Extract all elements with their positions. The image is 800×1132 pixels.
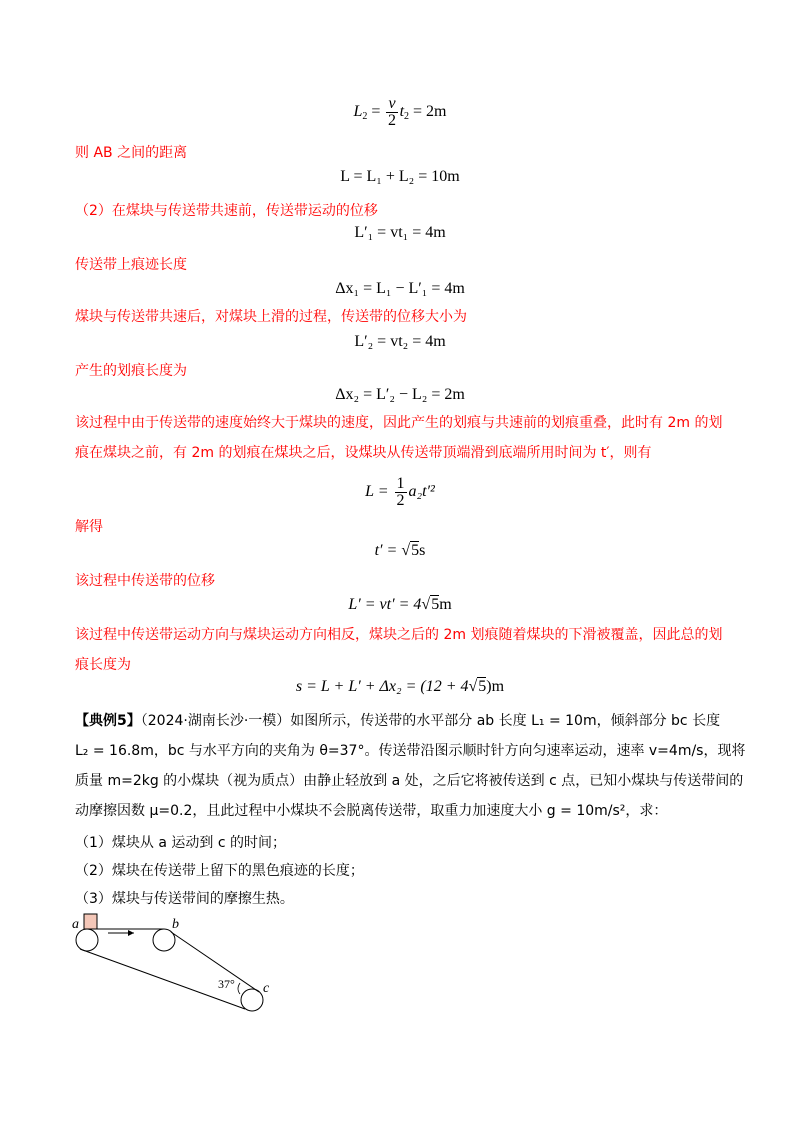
label-c: c (263, 981, 270, 996)
question-1: （1）煤块从 a 运动到 c 的时间； (75, 835, 286, 851)
label-a: a (72, 917, 79, 932)
coal-block (84, 914, 97, 929)
equation-l2-prime: L′₂ = vt₂ = 4m (354, 333, 446, 350)
equation-t-prime: t′ = √5s (374, 542, 426, 559)
conveyor-belt-figure (70, 908, 280, 1018)
problem-line-3: 质量 m=2kg 的小煤块（视为质点）由静止轻放到 a 处，之后它将被传送到 c 点，已知小煤块与传送带间的 (75, 773, 744, 789)
text-ab-distance: 则 AB 之间的距离 (75, 145, 188, 161)
equation-dx1: Δx₁ = L₁ − L′₁ = 4m (335, 280, 465, 297)
problem-line-2: L₂ = 16.8m，bc 与水平方向的夹角为 θ=37°。传送带沿图示顺时针方向匀速率运动，速率 v=4m/s，现将 (75, 743, 746, 759)
text-after-common-speed: 煤块与传送带共速后，对煤块上滑的过程，传送带的位移大小为 (75, 309, 467, 325)
text-overlap-explanation: 该过程中由于传送带的速度始终大于煤块的速度，因此产生的划痕与共速前的划痕重叠，此时有 2m 的划痕在煤块之前，有 2m 的划痕在煤块之后，设煤块从传送带顶端滑到底端所用时间为 t′，则有 (75, 415, 723, 461)
equation-l-accel: L = $\frac{1}{2}$ a₂t′² (365, 475, 435, 509)
equation-dx2: Δx₂ = L′₂ − L₂ = 2m (335, 386, 465, 403)
roller-c (241, 989, 263, 1011)
angle-label: 37° (218, 977, 235, 991)
text-trace-length: 传送带上痕迹长度 (75, 257, 187, 273)
question-3: （3）煤块与传送带间的摩擦生热。 (75, 891, 294, 907)
roller-a (76, 929, 98, 951)
text-belt-displacement: 该过程中传送带的位移 (75, 573, 215, 589)
problem-line-1: 【典例5】（2024·湖南长沙·一模）如图所示，传送带的水平部分 ab 长度 L₁ = 10m，倾斜部分 bc 长度 (75, 713, 721, 729)
question-2: （2）煤块在传送带上留下的黑色痕迹的长度； (75, 863, 364, 879)
text-solve: 解得 (75, 519, 103, 535)
equation-l-total: L = L₁ + L₂ = 10m (340, 168, 460, 185)
text-scratch-length: 产生的划痕长度为 (75, 363, 187, 379)
equation-l1-prime: L′₁ = vt₁ = 4m (354, 224, 446, 241)
label-b: b (172, 917, 179, 932)
problem-line-4: 动摩擦因数 μ=0.2，且此过程中小煤块不会脱离传送带，取重力加速度大小 g = 10m/s²，求： (75, 803, 668, 819)
text-total-scratch: 该过程中传送带运动方向与煤块运动方向相反，煤块之后的 2m 划痕随着煤块的下滑被覆盖，因此总的划痕长度为 (75, 627, 723, 673)
text-part2: （2）在煤块与传送带共速前，传送带运动的位移 (75, 203, 378, 219)
equation-s-total: s = L + L′ + Δx₂ = (12 + 4√5)m (295, 678, 505, 695)
equation-l2: $L_2$ = $\frac{v}{2}$ $t_2 = 2m$ (353, 95, 447, 129)
equation-l-prime: L′ = vt′ = 4√5m (348, 596, 452, 613)
